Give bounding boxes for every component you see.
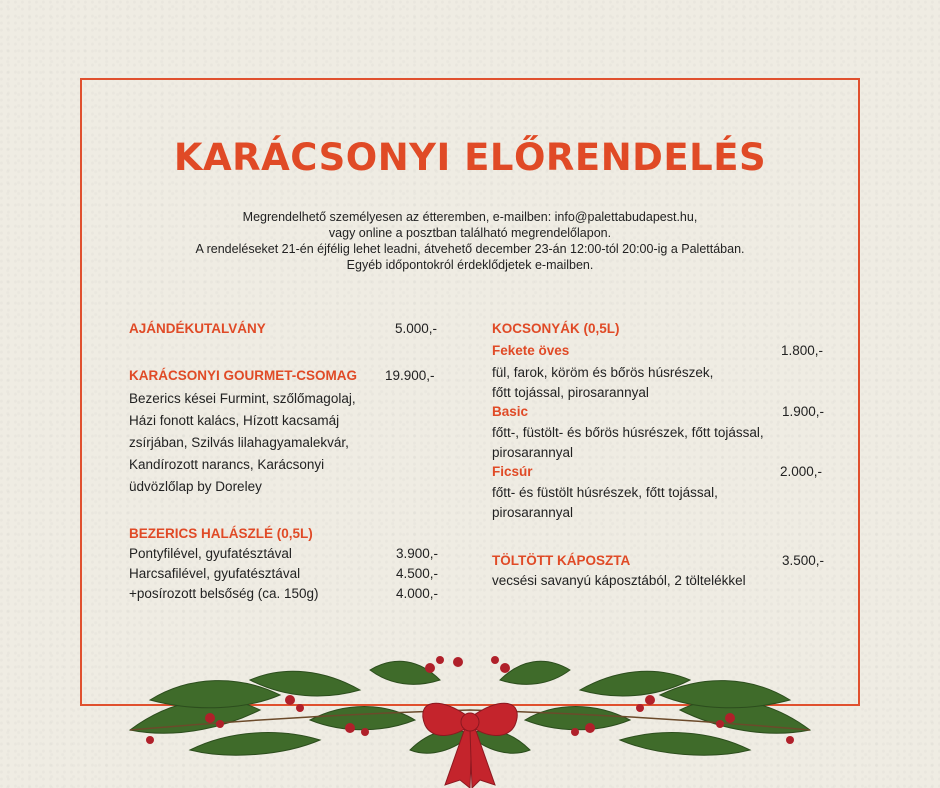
fish-soup-price: 4.000,- bbox=[396, 586, 439, 601]
intro-line: Egyéb időpontokról érdeklődjetek e-mailben. bbox=[346, 258, 594, 272]
aspic-item-name: Ficsúr bbox=[492, 464, 533, 479]
aspic-item-name: Basic bbox=[492, 404, 529, 419]
cabbage-description: vecsési savanyú káposztából, 2 töltelékkel bbox=[492, 573, 746, 588]
gourmet-line: Kandírozott narancs, Karácsonyi bbox=[129, 457, 325, 472]
aspic-item-name: Fekete öves bbox=[492, 343, 570, 358]
gourmet-line: Bezerics kései Furmint, szőlőmagolaj, bbox=[129, 391, 356, 406]
fish-soup-item: Pontyfilével, gyufatésztával bbox=[129, 546, 292, 561]
aspic-heading: KOCSONYÁK (0,5L) bbox=[492, 321, 620, 336]
aspic-line: pirosarannyal bbox=[492, 505, 574, 520]
gourmet-line: üdvözlőlap by Doreley bbox=[129, 479, 262, 494]
intro-line: vagy online a posztban található megrendelőlapon. bbox=[328, 226, 612, 240]
voucher-heading: AJÁNDÉKUTALVÁNY bbox=[129, 321, 266, 336]
aspic-line: főtt- és füstölt húsrészek, főtt tojással, bbox=[492, 485, 718, 500]
voucher-price: 5.000,- bbox=[395, 321, 438, 336]
aspic-item-price: 1.800,- bbox=[781, 343, 824, 358]
gourmet-line: Házi fonott kalács, Hízott kacsamáj bbox=[129, 413, 340, 428]
intro-line: A rendeléseket 21-én éjfélig lehet leadni, átvehető december 23-án 12:00-tól 20:00-ig a Palettában. bbox=[195, 242, 745, 256]
gourmet-heading: KARÁCSONYI GOURMET-CSOMAG bbox=[129, 368, 358, 383]
aspic-line: pirosarannyal bbox=[492, 445, 574, 460]
fish-soup-price: 3.900,- bbox=[396, 546, 439, 561]
gourmet-price: 19.900,- bbox=[385, 368, 435, 383]
cabbage-heading: TÖLTÖTT KÁPOSZTA bbox=[492, 553, 631, 568]
aspic-item-description bbox=[492, 483, 718, 523]
gourmet-line: zsírjában, Szilvás lilahagyamalekvár, bbox=[129, 435, 349, 450]
intro-line: Megrendelhető személyesen az étteremben, e-mailben: info@palettabudapest.hu, bbox=[242, 210, 698, 224]
aspic-line: főtt-, füstölt- és bőrös húsrészek, főtt tojással, bbox=[492, 425, 764, 440]
aspic-item-description bbox=[492, 423, 764, 463]
holly-garland-decoration bbox=[110, 640, 830, 788]
aspic-item-price: 2.000,- bbox=[780, 464, 823, 479]
aspic-line: fül, farok, köröm és bőrös húsrészek, bbox=[492, 365, 714, 380]
fish-soup-price: 4.500,- bbox=[396, 566, 439, 581]
aspic-item-description bbox=[492, 363, 713, 403]
intro-text bbox=[0, 209, 940, 273]
aspic-item-price: 1.900,- bbox=[782, 404, 825, 419]
gourmet-description bbox=[129, 388, 356, 498]
page-title: KARÁCSONYI ELŐRENDELÉS bbox=[173, 136, 767, 179]
cabbage-price: 3.500,- bbox=[782, 553, 825, 568]
fish-soup-item: Harcsafilével, gyufatésztával bbox=[129, 566, 301, 581]
aspic-line: főtt tojással, pirosarannyal bbox=[492, 385, 649, 400]
fish-soup-heading: BEZERICS HALÁSZLÉ (0,5L) bbox=[129, 526, 313, 541]
fish-soup-item: +posírozott belsőség (ca. 150g) bbox=[129, 586, 319, 601]
